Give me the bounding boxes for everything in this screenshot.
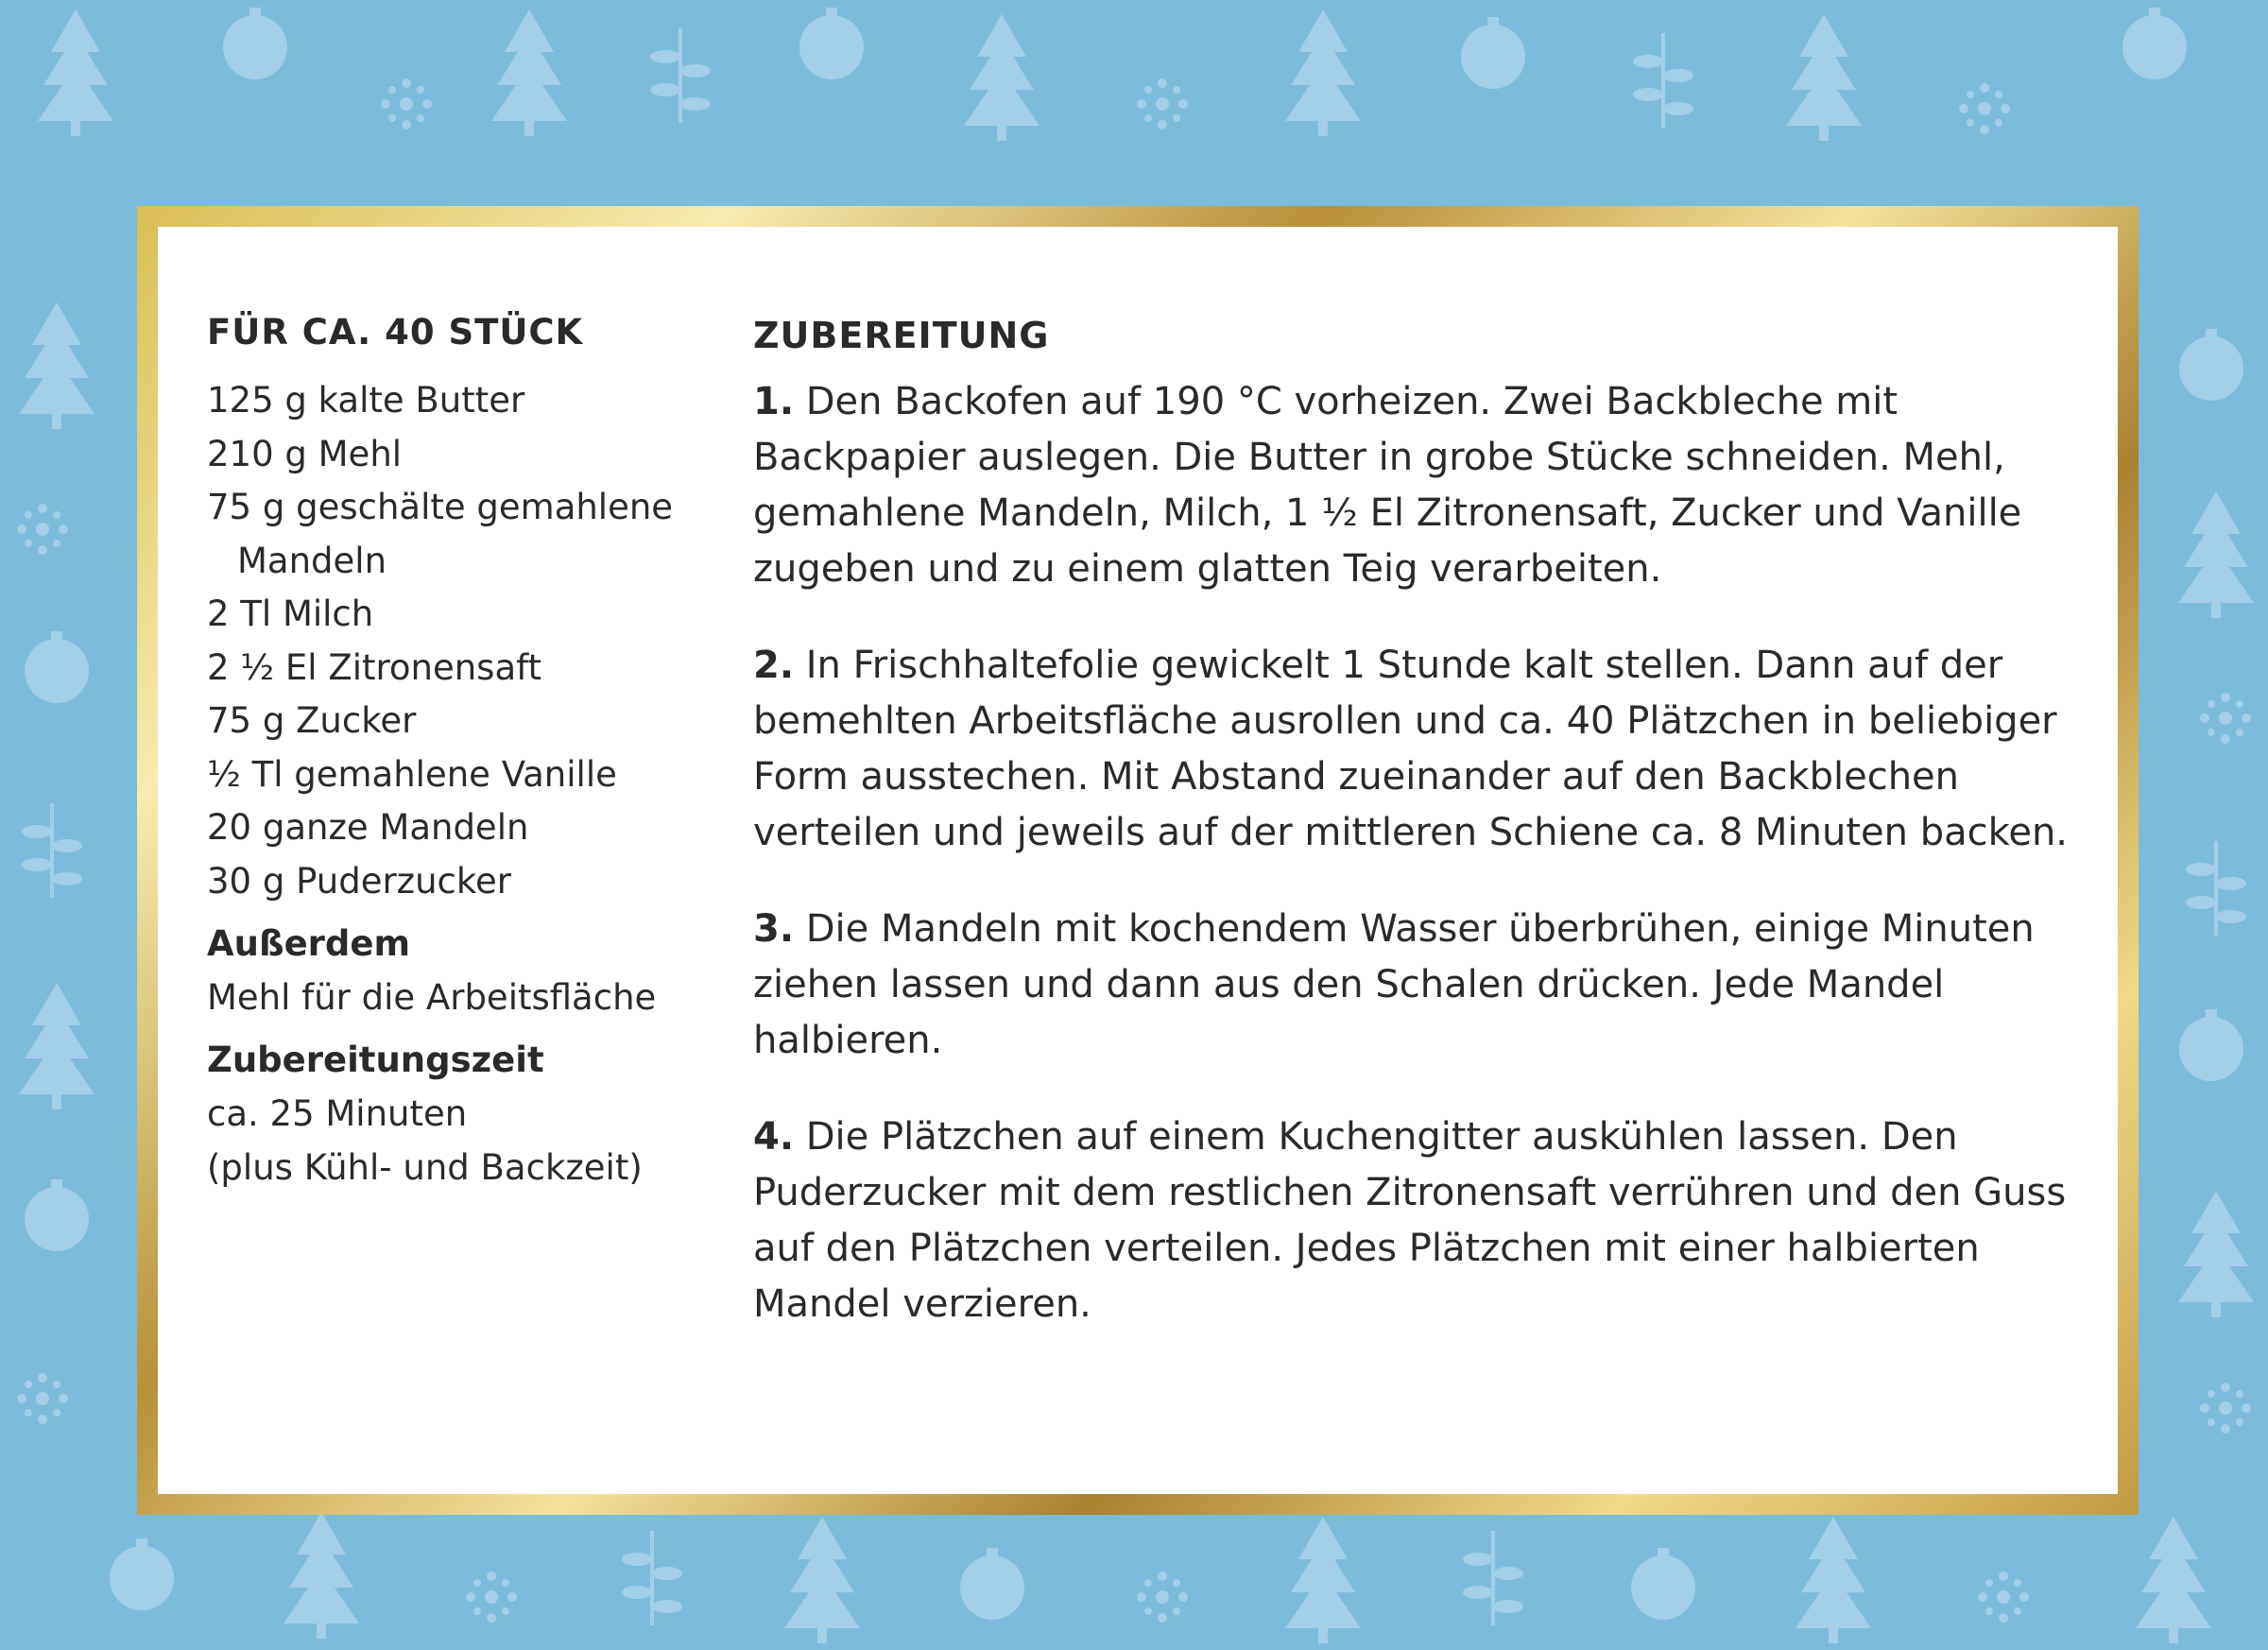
step-number: 4. [753, 1115, 795, 1159]
step-number: 3. [753, 907, 795, 951]
preparation-column [753, 312, 2095, 1373]
ingredients-heading: FÜR CA. 40 STÜCK [207, 312, 584, 352]
gold-frame [137, 206, 2139, 1515]
ingredient-item: Mandeln [237, 540, 387, 581]
time-line: ca. 25 Minuten [207, 1093, 468, 1134]
ingredient-item: 2 ½ El Zitronensaft [207, 646, 542, 688]
ingredient-item: 75 g geschälte gemahlene [207, 487, 674, 527]
ingredient-item: 125 g kalte Butter [207, 380, 525, 421]
recipe-card [158, 227, 2118, 1494]
time-heading: Zubereitungszeit [207, 1040, 544, 1080]
extra-text: Mehl für die Arbeitsfläche [207, 977, 657, 1018]
step-1 [753, 374, 2095, 597]
step-3 [753, 902, 2095, 1069]
ingredient-item: 75 g Zucker [207, 700, 417, 741]
step-text: Die Plätzchen auf einem Kuchengitter auskühlen lassen. Den Puderzucker mit dem restlichen Zitronensaft verrühren und den Guss auf den Plätzchen verteilen. Jedes Plätzchen mit einer halbierten Mandel verzieren. [753, 1115, 2067, 1326]
ingredient-item: 210 g Mehl [207, 433, 403, 474]
ingredient-item: 30 g Puderzucker [207, 860, 511, 902]
extra-heading: Außerdem [207, 923, 411, 964]
step-number: 1. [753, 380, 795, 423]
step-text: Die Mandeln mit kochendem Wasser überbrühen, einige Minuten ziehen lassen und dann aus den Schalen drücken. Jede Mandel halbieren. [753, 907, 2035, 1062]
step-text: Den Backofen auf 190 °C vorheizen. Zwei Backbleche mit Backpapier auslegen. Die Butter in grobe Stücke schneiden. Mehl, gemahlene Mandeln, Milch, 1 ½ El Zitronensaft, Zucker und Vanille zugeben und zu einem glatten Teig verarbeiten. [753, 380, 2022, 591]
step-text: In Frischhaltefolie gewickelt 1 Stunde kalt stellen. Dann auf der bemehlten Arbeitsfläche ausrollen und ca. 40 Plätzchen in beliebiger Form ausstechen. Mit Abstand zueinander auf den Backblechen verteilen und jeweils auf der mittleren Schiene ca. 8 Minuten backen. [753, 644, 2069, 854]
ingredient-item: 2 Tl Milch [207, 593, 374, 634]
ingredient-item: 20 ganze Mandeln [207, 807, 529, 848]
ingredient-list [207, 374, 736, 908]
ingredient-item: ½ Tl gemahlene Vanille [207, 753, 617, 795]
step-number: 2. [753, 644, 795, 687]
step-2 [753, 638, 2095, 861]
ingredients-column [207, 310, 736, 1195]
step-4 [753, 1109, 2095, 1332]
time-note: (plus Kühl- und Backzeit) [207, 1147, 643, 1188]
preparation-heading: ZUBEREITUNG [753, 315, 1050, 356]
